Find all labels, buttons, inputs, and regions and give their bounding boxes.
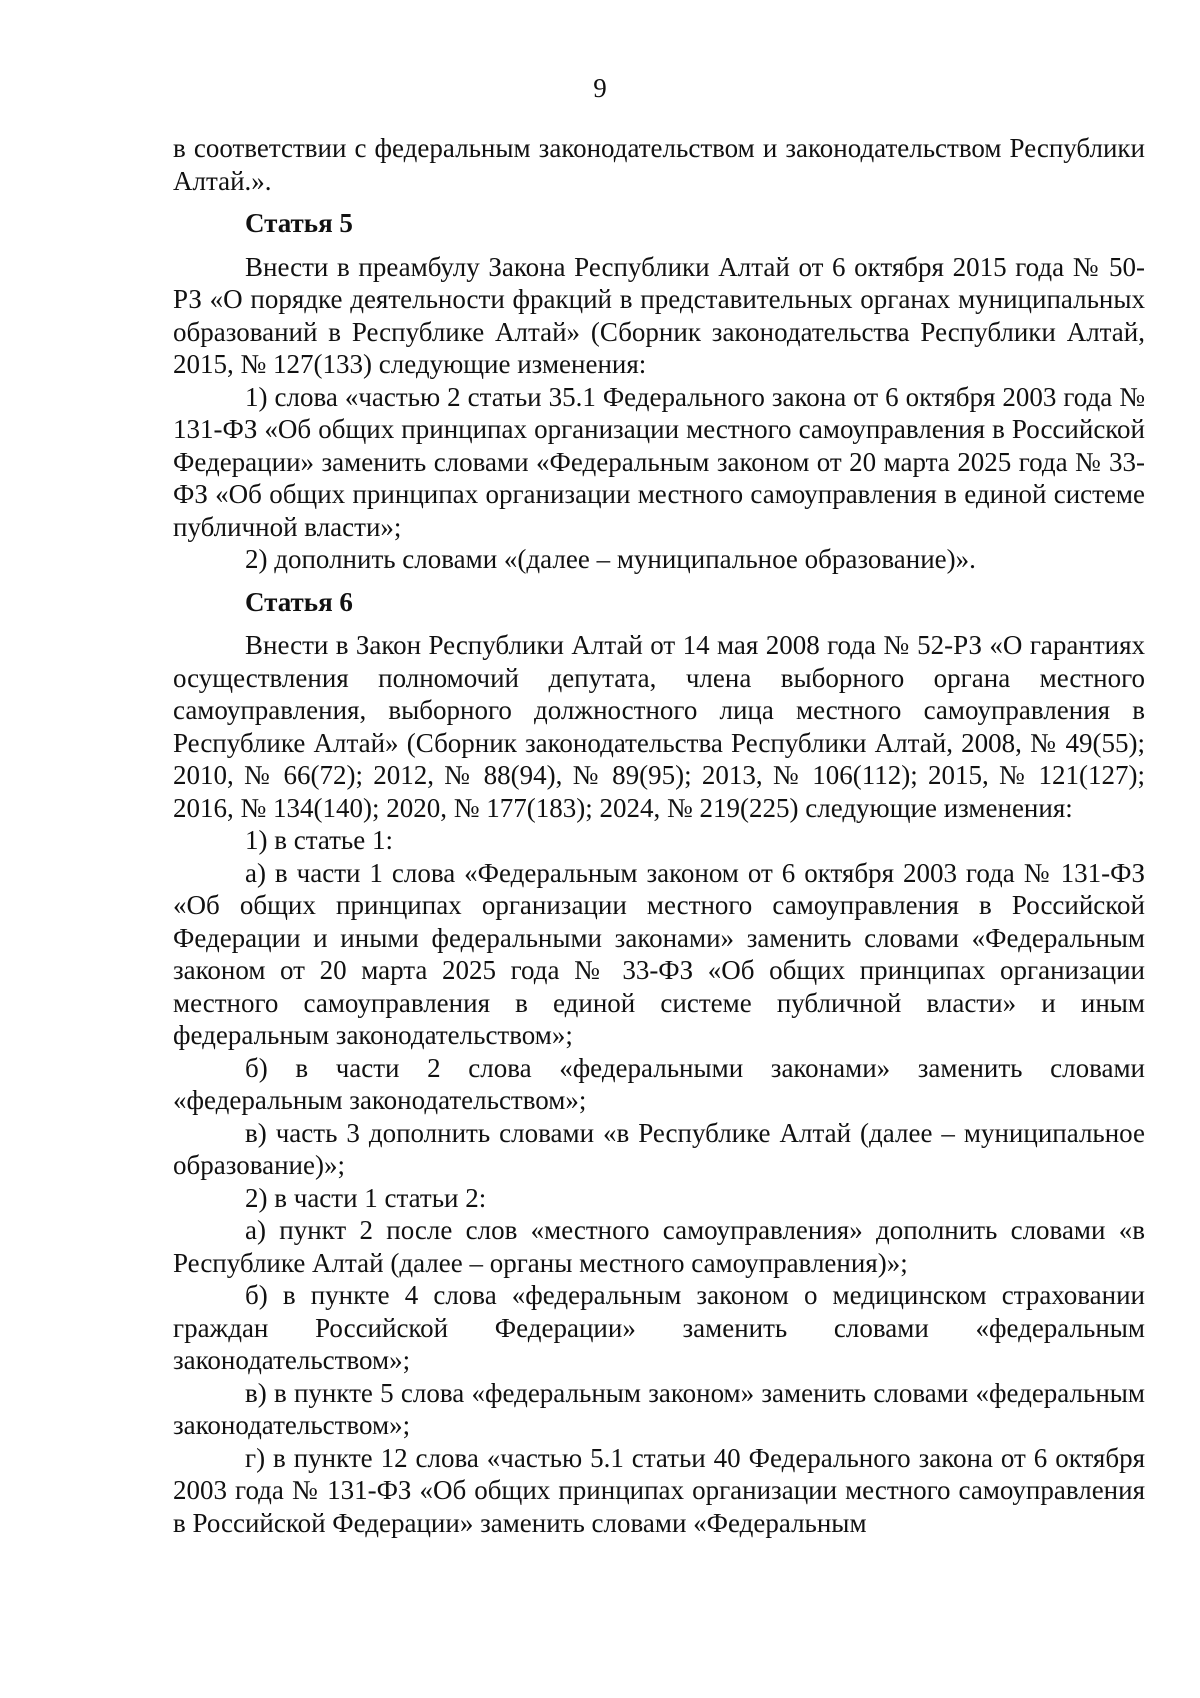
article-6-item-2b: б) в пункте 4 слова «федеральным законом о медицинском страховании граждан Российской Федерации» заменить словами «федеральным законодательством»; [173,1280,1145,1375]
document-body [173,132,1145,1539]
article-6-item-1c: в) часть 3 дополнить словами «в Республике Алтай (далее – муниципальное образование)»; [173,1117,1145,1180]
article-6-item-1b: б) в части 2 слова «федеральными законами» заменить словами «федеральным законодательством»; [173,1052,1145,1115]
article-5-intro: Внести в преамбулу Закона Республики Алтай от 6 октября 2015 года № 50-РЗ «О порядке деятельности фракций в представительных органах муниципальных образований в Республике Алтай» (Сборник законодательства Республики Алтай, 2015, № 127(133) следующие изменения: [173,251,1145,379]
article-6-item-1a: а) в части 1 слова «Федеральным законом от 6 октября 2003 года № 131-ФЗ «Об общих принципах организации местного самоуправления в Российской Федерации и иными федеральными законами» заменить словами «Федеральным законом от 20 марта 2025 года № 33-ФЗ «Об общих принципах организации местного самоуправления в единой системе публичной власти» и иным федеральным законодательством»; [173,857,1145,1050]
article-5-heading: Статья 5 [245,208,353,238]
article-6-item-1: 1) в статье 1: [245,825,393,855]
article-6-heading: Статья 6 [245,586,353,617]
article-6-item-2a: а) пункт 2 после слов «местного самоуправления» дополнить словами «в Республике Алтай (далее – органы местного самоуправления)»; [173,1215,1145,1278]
article-6-intro: Внести в Закон Республики Алтай от 14 мая 2008 года № 52-РЗ «О гарантиях осуществления полномочий депутата, члена выборного органа местного самоуправления, выборного должностного лица местного самоуправления в Республике Алтай» (Сборник законодательства Республики Алтай, 2008, № 49(55); 2010, № 66(72); 2012, № 88(94), № 89(95); 2013, № 106(112); 2015, № 121(127); 2016, № 134(140); 2020, № 177(183); 2024, № 219(225) следующие изменения: [173,630,1145,823]
page-number: 9 [593,73,607,103]
article-6-item-2: 2) в части 1 статьи 2: [245,1182,487,1213]
article-6-item-2c: в) в пункте 5 слова «федеральным законом» заменить словами «федеральным законодательством»; [173,1377,1145,1440]
paragraph-continuation: в соответствии с федеральным законодательством и законодательством Республики Алтай.». [173,133,1145,196]
article-5-item-1: 1) слова «частью 2 статьи 35.1 Федерального закона от 6 октября 2003 года № 131-ФЗ «Об общих принципах организации местного самоуправления в Российской Федерации» заменить словами «Федеральным законом от 20 марта 2025 года № 33-ФЗ «Об общих принципах организации местного самоуправления в единой системе публичной власти»; [173,381,1145,542]
article-5-item-2: 2) дополнить словами «(далее – муниципальное образование)». [245,544,976,574]
article-6-item-2d: г) в пункте 12 слова «частью 5.1 статьи 40 Федерального закона от 6 октября 2003 года № 131-ФЗ «Об общих принципах организации местного самоуправления в Российской Федерации» заменить словами «Федеральным [173,1442,1145,1538]
